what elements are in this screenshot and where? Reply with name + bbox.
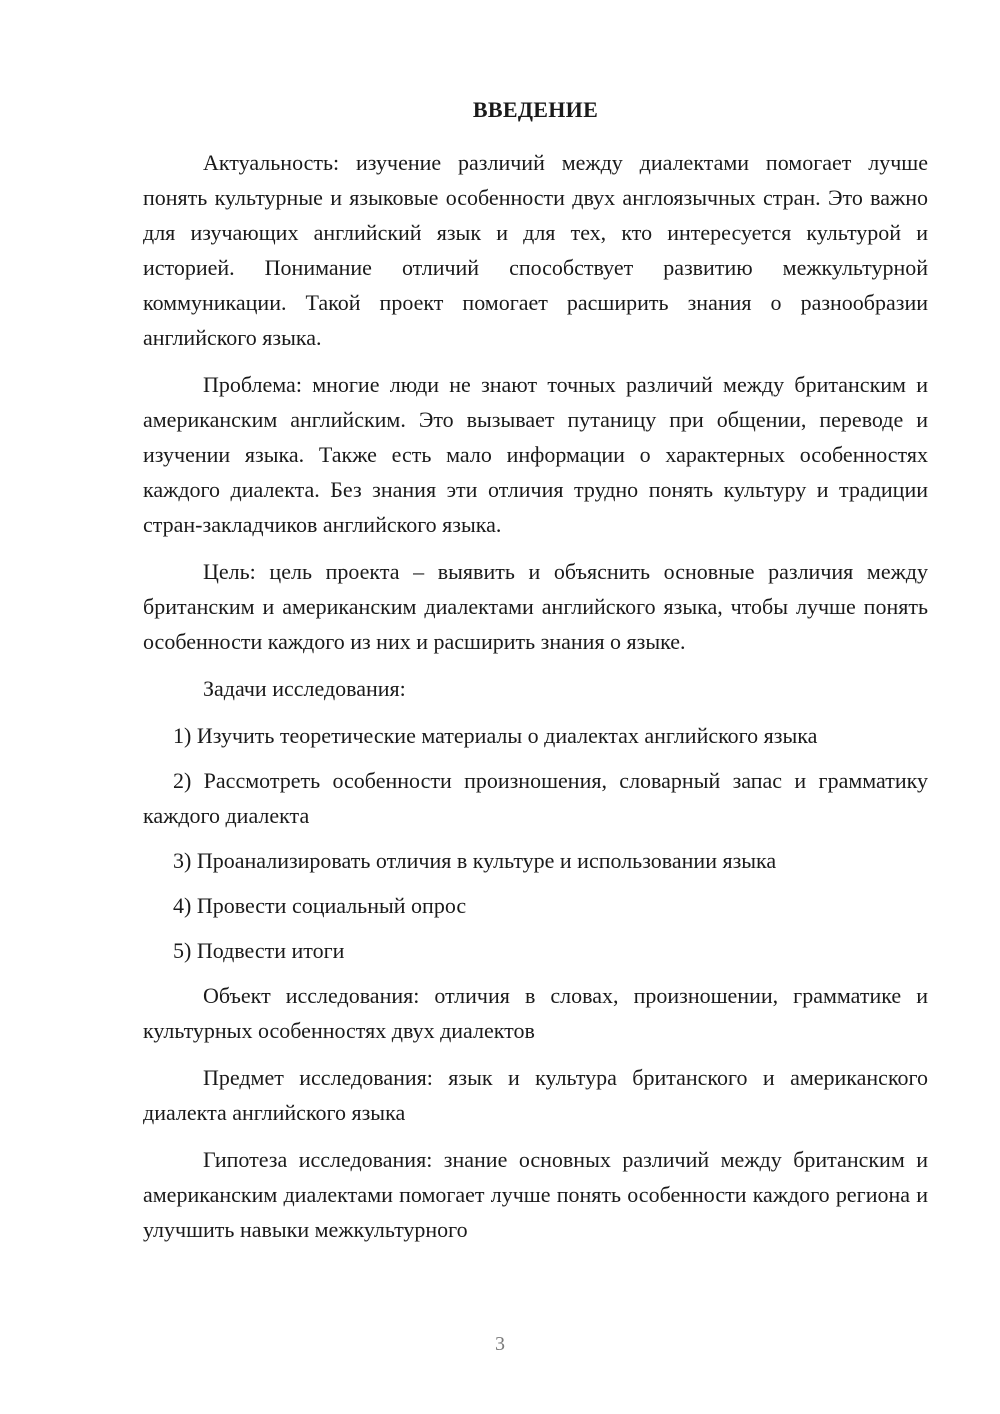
page-number: 3 (495, 1333, 505, 1355)
paragraph-subject: Предмет исследования: язык и культура британского и американского диалекта английского языка (143, 1065, 928, 1125)
task-item-4: 4) Провести социальный опрос (173, 893, 467, 918)
paragraph-object: Объект исследования: отличия в словах, произношении, грамматике и культурных особенностях двух диалектов (143, 983, 928, 1043)
task-item-2: 2) Рассмотреть особенности произношения, словарный запас и грамматику каждого диалекта (143, 768, 928, 828)
task-item-5: 5) Подвести итоги (173, 938, 345, 963)
task-item-3: 3) Проанализировать отличия в культуре и использовании языка (173, 848, 777, 873)
paragraph-relevance: Актуальность: изучение различий между диалектами помогает лучше понять культурные и языковые особенности двух англоязычных стран. Это важно для изучающих английский язык и для тех, кто интересуется культурой и историей. Понимание отличий способствует развитию межкультурной коммуникации. Такой проект помогает расширить знания о разнообразии английского языка. (143, 150, 928, 350)
paragraph-hypothesis: Гипотеза исследования: знание основных различий между британским и американским диалектами помогает лучше понять особенности каждого региона и улучшить навыки межкультурного (143, 1147, 928, 1242)
document-title: ВВЕДЕНИЕ (472, 97, 599, 122)
paragraph-goal: Цель: цель проекта – выявить и объяснить основные различия между британским и американским диалектами английского языка, чтобы лучше понять особенности каждого из них и расширить знания о языке. (143, 559, 928, 654)
task-item-1: 1) Изучить теоретические материалы о диалектах английского языка (173, 723, 818, 748)
tasks-heading: Задачи исследования: (203, 676, 406, 701)
document-page (143, 92, 928, 1259)
tasks-list (143, 718, 928, 968)
paragraph-problem: Проблема: многие люди не знают точных различий между британским и американским английским. Это вызывает путаницу при общении, переводе и изучении языка. Также есть мало информации о характерных особенностях каждого диалекта. Без знания эти отличия трудно понять культуру и традиции стран-закладчиков английского языка. (143, 372, 928, 537)
